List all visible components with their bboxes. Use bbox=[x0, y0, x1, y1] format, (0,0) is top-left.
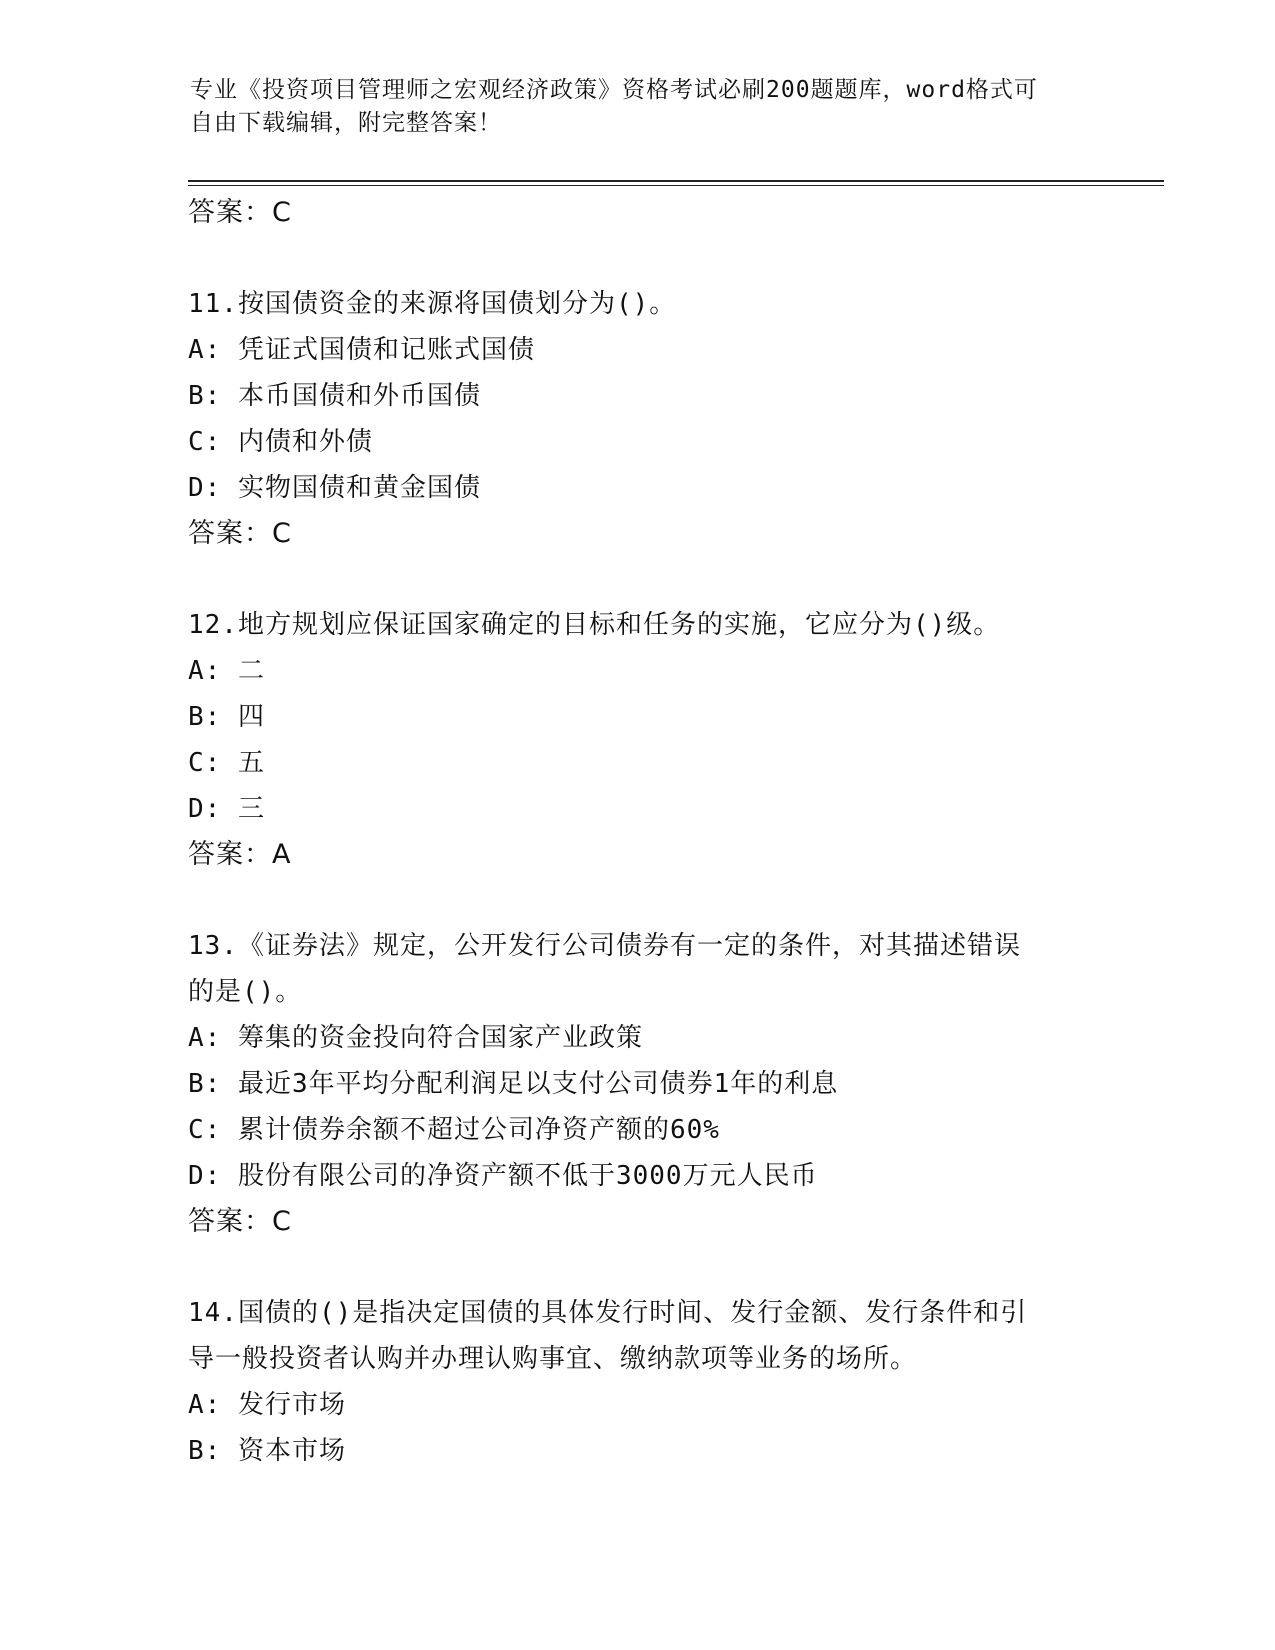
option-c: C: 累计债券余额不超过公司净资产额的60% bbox=[188, 1115, 720, 1145]
header-rule-thin bbox=[188, 185, 1164, 186]
answer-line: 答案：C bbox=[188, 1206, 292, 1237]
header-rule-thick bbox=[188, 180, 1164, 182]
option-a: A: 二 bbox=[188, 656, 265, 686]
question-list bbox=[188, 190, 1088, 1474]
document-header bbox=[190, 74, 1090, 140]
answer-line: 答案：C bbox=[188, 518, 292, 549]
option-d: D: 三 bbox=[188, 794, 265, 824]
question-stem-cont: 的是()。 bbox=[188, 977, 303, 1007]
question-stem: 11.按国债资金的来源将国债划分为()。 bbox=[188, 289, 677, 319]
option-a: A: 凭证式国债和记账式国债 bbox=[188, 335, 535, 365]
option-b: B: 四 bbox=[188, 702, 265, 732]
option-d: D: 股份有限公司的净资产额不低于3000万元人民币 bbox=[188, 1161, 818, 1191]
question-block bbox=[188, 1290, 1088, 1474]
header-line-2: 自由下载编辑，附完整答案！ bbox=[190, 110, 502, 136]
option-c: C: 内债和外债 bbox=[188, 427, 373, 457]
answer-line: 答案：C bbox=[188, 197, 292, 228]
option-c: C: 五 bbox=[188, 748, 265, 778]
option-b: B: 本币国债和外币国债 bbox=[188, 381, 481, 411]
question-stem-cont: 导一般投资者认购并办理认购事宜、缴纳款项等业务的场所。 bbox=[188, 1344, 918, 1374]
question-stem: 13.《证券法》规定，公开发行公司债券有一定的条件，对其描述错误 bbox=[188, 931, 1021, 961]
option-a: A: 筹集的资金投向符合国家产业政策 bbox=[188, 1023, 643, 1053]
answer-line: 答案：A bbox=[188, 839, 292, 870]
option-b: B: 最近3年平均分配利润足以支付公司债券1年的利息 bbox=[188, 1069, 839, 1099]
question-block bbox=[188, 602, 1088, 878]
option-d: D: 实物国债和黄金国债 bbox=[188, 473, 481, 503]
header-line-1: 专业《投资项目管理师之宏观经济政策》资格考试必刷200题题库，word格式可 bbox=[190, 77, 1038, 103]
question-block bbox=[188, 923, 1088, 1245]
question-stem: 12.地方规划应保证国家确定的目标和任务的实施，它应分为()级。 bbox=[188, 610, 1001, 640]
question-stem: 14.国债的()是指决定国债的具体发行时间、发行金额、发行条件和引 bbox=[188, 1298, 1028, 1328]
option-a: A: 发行市场 bbox=[188, 1390, 346, 1420]
question-block bbox=[188, 281, 1088, 557]
option-b: B: 资本市场 bbox=[188, 1436, 346, 1466]
